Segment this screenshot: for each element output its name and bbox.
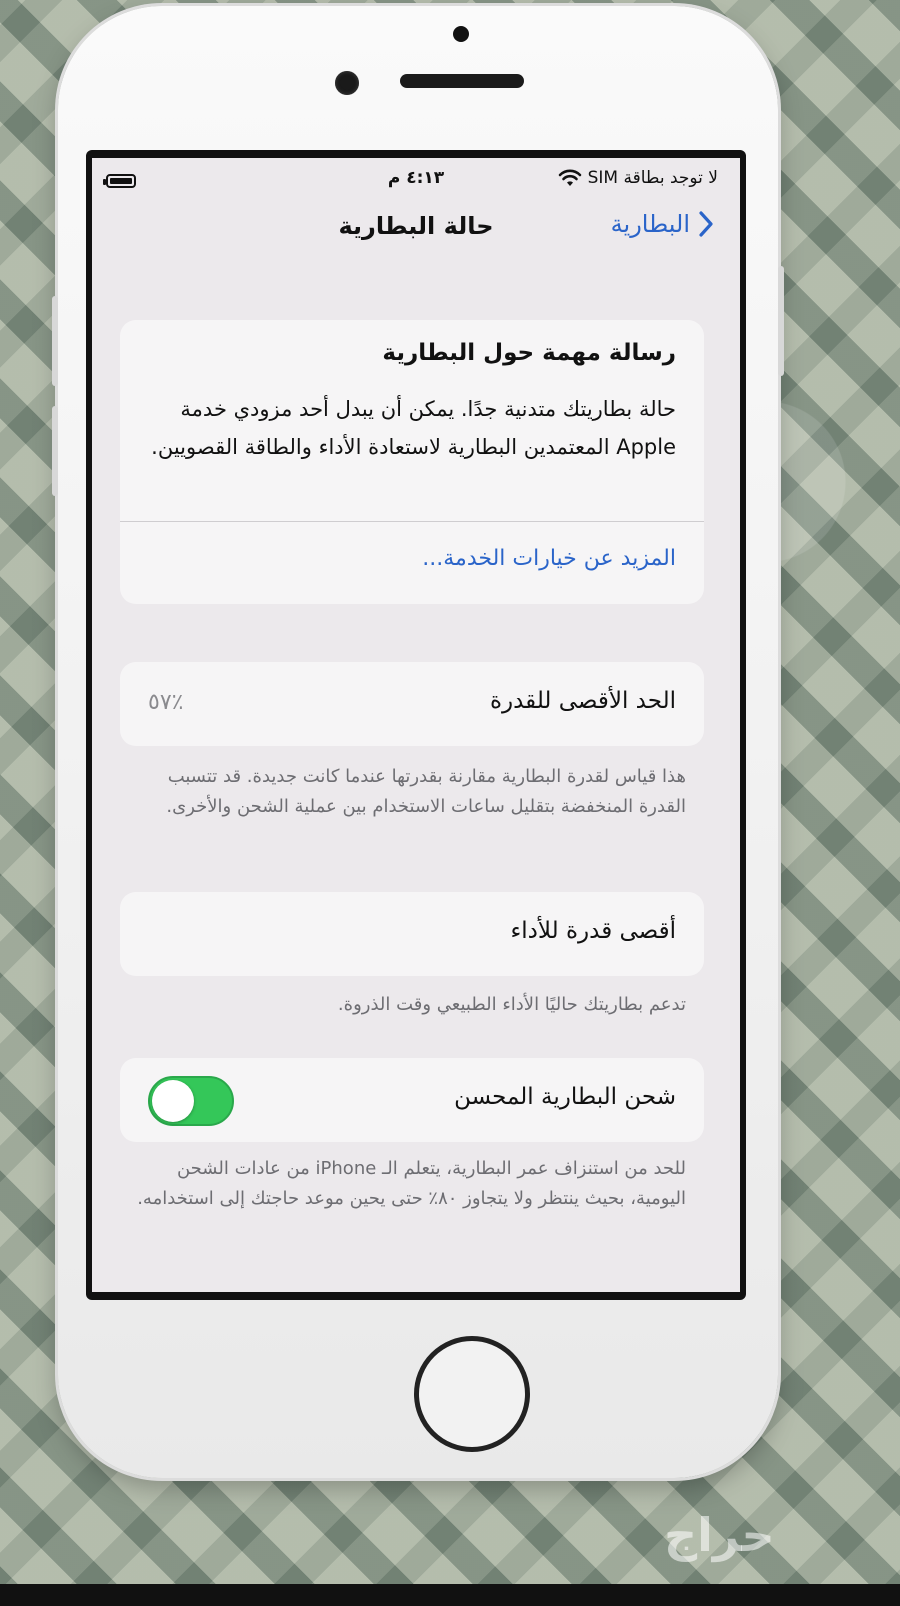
side-button — [52, 406, 58, 496]
peak-performance-row — [120, 892, 704, 976]
status-time: ٤:١٣ م — [387, 168, 445, 188]
side-button — [52, 296, 58, 386]
chevron-back-icon — [698, 210, 714, 238]
proximity-sensor — [335, 71, 359, 95]
bottom-strip — [0, 1584, 900, 1606]
earpiece-speaker — [400, 74, 524, 88]
service-options-link[interactable]: المزيد عن خيارات الخدمة... — [422, 546, 676, 571]
front-camera — [453, 26, 469, 42]
important-message-card — [120, 320, 704, 604]
side-button — [778, 266, 784, 376]
navigation-bar — [92, 208, 740, 252]
back-button[interactable] — [611, 210, 714, 238]
message-body: حالة بطاريتك متدنية جدًا. يمكن أن يبدل أحد مزودي خدمة Apple المعتمدين البطارية لاستعادة الأداء والطاقة القصويين. — [151, 397, 676, 459]
status-bar — [92, 164, 740, 194]
phone-screen — [86, 150, 746, 1300]
carrier-text: لا توجد بطاقة SIM — [587, 168, 718, 188]
haraj-watermark: حراج — [664, 1508, 775, 1562]
max-capacity-footnote: هذا قياس لقدرة البطارية مقارنة بقدرتها عندما كانت جديدة. قد تتسبب القدرة المنخفضة بتقليل ساعات الاستخدام بين عملية الشحن والأخرى. — [166, 766, 686, 817]
toggle-knob — [152, 1080, 194, 1122]
max-capacity-row — [120, 662, 704, 746]
optimized-charging-footnote: للحد من استنزاف عمر البطارية، يتعلم الـ iPhone من عادات الشحن اليومية، بحيث ينتظر ولا يتجاوز ٨٠٪ حتى يحين موعد حاجتك إلى استخدامه. — [137, 1158, 686, 1209]
optimized-charging-row — [120, 1058, 704, 1142]
battery-health-screen — [92, 158, 740, 1292]
message-title: رسالة مهمة حول البطارية — [382, 340, 676, 366]
optimized-charging-label: شحن البطارية المحسن — [454, 1084, 676, 1110]
home-button[interactable] — [414, 1336, 530, 1452]
peak-performance-footnote: تدعم بطاريتك حاليًا الأداء الطبيعي وقت الذروة. — [337, 994, 686, 1015]
battery-icon — [106, 174, 136, 188]
max-capacity-label: الحد الأقصى للقدرة — [489, 688, 676, 714]
peak-performance-label: أقصى قدرة للأداء — [510, 918, 676, 944]
optimized-charging-toggle[interactable] — [148, 1076, 234, 1126]
back-label: البطارية — [610, 210, 690, 238]
page-title: حالة البطارية — [338, 212, 494, 240]
max-capacity-value: ٪٥٧ — [148, 690, 184, 715]
divider — [120, 521, 704, 522]
